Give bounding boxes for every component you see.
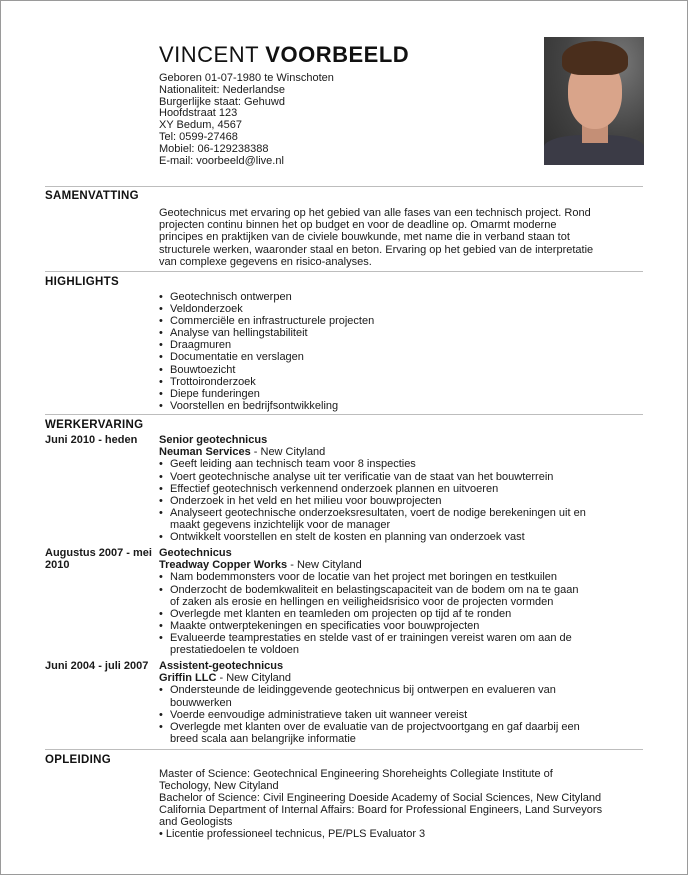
- job-company: Neuman Services - New Cityland: [159, 446, 326, 459]
- contact-block: [159, 73, 529, 167]
- contact-street: Hoofdstraat 123: [159, 107, 238, 120]
- contact-mobile: Mobiel: 06-129238388: [159, 142, 269, 155]
- highlight-item: • Draagmuren: [159, 339, 647, 351]
- job-title: Senior geotechnicus: [159, 434, 268, 446]
- contact-email: E-mail: voorbeeld@live.nl: [159, 154, 284, 167]
- education-line: Master of Science: Geotechnical Engineering Shoreheights Collegiate Institute of: [159, 768, 553, 780]
- job-bullet: • Overlegde met klanten en teamleden om projecten op tijd af te ronden: [159, 608, 647, 620]
- highlight-item: • Analyse van hellingstabiliteit: [159, 327, 647, 339]
- education-line: California Department of Internal Affairs: Board for Professional Engineers, Land Surveyors: [159, 804, 603, 817]
- job-company: Treadway Copper Works - New Cityland: [159, 559, 362, 572]
- profile-photo: [544, 37, 644, 165]
- education-line: Techology, New Cityland: [159, 780, 279, 793]
- section-title-summary: SAMENVATTING: [45, 190, 139, 202]
- summary-line: Geotechnicus met ervaring op het gebied van alle fases van een technisch project. Rond: [159, 207, 591, 219]
- job-title: Geotechnicus: [159, 547, 232, 559]
- section-divider: [45, 749, 643, 750]
- highlight-item: • Veldonderzoek: [159, 303, 647, 315]
- highlight-item: • Voorstellen en bedrijfsontwikkeling: [159, 400, 647, 412]
- highlight-item: • Geotechnisch ontwerpen: [159, 291, 647, 303]
- job-bullet: • Onderzocht de bodemkwaliteit en belastingscapaciteit van de bodem om na te gaan of zaken als erosie en hellingen en veiligheidsrisico voor de projecten vormden: [159, 584, 647, 608]
- job-date: Juni 2004 - juli 2007: [45, 660, 149, 672]
- job-bullet: • Voerde eenvoudige administratieve taken uit wanneer vereist: [159, 709, 647, 721]
- highlight-item: • Documentatie en verslagen: [159, 351, 647, 363]
- summary-text: [159, 207, 647, 268]
- contact-city: XY Bedum, 4567: [159, 119, 242, 132]
- summary-line: structurele werken, waaronder staal en beton. Ervaring op het gebied van de interpretatie: [159, 243, 594, 256]
- education-line: • Licentie professioneel technicus, PE/PLS Evaluator 3: [159, 828, 426, 841]
- section-title-highlights: HIGHLIGHTS: [45, 276, 119, 288]
- job-bullet: • Ontwikkelt voorstellen en stelt de kosten en planning van onderzoek vast: [159, 531, 647, 543]
- education-line: Bachelor of Science: Civil Engineering Doeside Academy of Social Sciences, New Cityland: [159, 792, 602, 805]
- first-name: VINCENT: [159, 42, 259, 67]
- highlight-item: • Diepe funderingen: [159, 388, 647, 400]
- last-name: VOORBEELD: [265, 42, 410, 67]
- section-divider: [45, 186, 643, 187]
- contact-phone: Tel: 0599-27468: [159, 130, 238, 143]
- job-body: [159, 547, 647, 656]
- candidate-name: [159, 41, 529, 69]
- section-divider: [45, 414, 643, 415]
- job-bullet: • Ondersteunde de leidinggevende geotechnicus bij ontwerpen en evalueren van bouwwerken: [159, 684, 647, 708]
- section-divider: [45, 271, 643, 272]
- job-bullet: • Onderzoek in het veld en het milieu voor bouwprojecten: [159, 495, 647, 507]
- highlight-item: • Trottoironderzoek: [159, 376, 647, 388]
- job-bullet: • Evalueerde teamprestaties en stelde vast of er trainingen vereist waren om aan de prestatiedoelen te voldoen: [159, 632, 647, 656]
- contact-birth: Geboren 01-07-1980 te Winschoten: [159, 72, 334, 84]
- job-bullet: • Nam bodemmonsters voor de locatie van het project met boringen en testkuilen: [159, 571, 647, 583]
- job-body: [159, 434, 647, 543]
- job-bullet: • Maakte ontwerptekeningen en specificaties voor bouwprojecten: [159, 620, 647, 632]
- job-date: Augustus 2007 - mei 2010: [45, 547, 152, 572]
- highlight-item: • Commerciële en infrastructurele projecten: [159, 315, 647, 327]
- job-date: Juni 2010 - heden: [45, 434, 138, 446]
- education-line: and Geologists: [159, 816, 233, 829]
- contact-marital-status: Burgerlijke staat: Gehuwd: [159, 95, 285, 108]
- highlight-item: • Bouwtoezicht: [159, 364, 647, 376]
- job-bullet: • Voert geotechnische analyse uit ter verificatie van de staat van het bouwterrein: [159, 471, 647, 483]
- job-body: [159, 660, 647, 745]
- education-list: [159, 768, 647, 841]
- job-bullets: [159, 684, 647, 744]
- summary-line: van complexe gegevens en risico-analyses.: [159, 255, 372, 268]
- job-bullets: [159, 571, 647, 656]
- job-bullets: [159, 458, 647, 543]
- job-bullet: • Analyseert geotechnische onderzoeksresultaten, voert de nodige berekeningen uit en maakt gegevens inzichtelijk voor de manager: [159, 507, 647, 531]
- job-title: Assistent-geotechnicus: [159, 660, 284, 672]
- job-bullet: • Effectief geotechnisch verkennend onderzoek plannen en uitvoeren: [159, 483, 647, 495]
- resume-header: [159, 41, 529, 167]
- highlights-list: [159, 291, 647, 412]
- section-title-education: OPLEIDING: [45, 754, 111, 766]
- contact-nationality: Nationaliteit: Nederlandse: [159, 83, 285, 96]
- job-bullet: • Geeft leiding aan technisch team voor 8 inspecties: [159, 458, 647, 470]
- summary-line: projecten continu binnen het op budget en voor de deadline op. Omarmt moderne: [159, 219, 557, 232]
- section-title-experience: WERKERVARING: [45, 419, 144, 431]
- job-company: Griffin LLC - New Cityland: [159, 672, 292, 685]
- summary-line: principes en praktijken van de civiele bouwkunde, met name die in verband staan tot: [159, 231, 570, 244]
- job-bullet: • Overlegde met klanten over de evaluatie van de projectvoortgang en gaf daarbij een breed scala aan belangrijke informatie: [159, 721, 647, 745]
